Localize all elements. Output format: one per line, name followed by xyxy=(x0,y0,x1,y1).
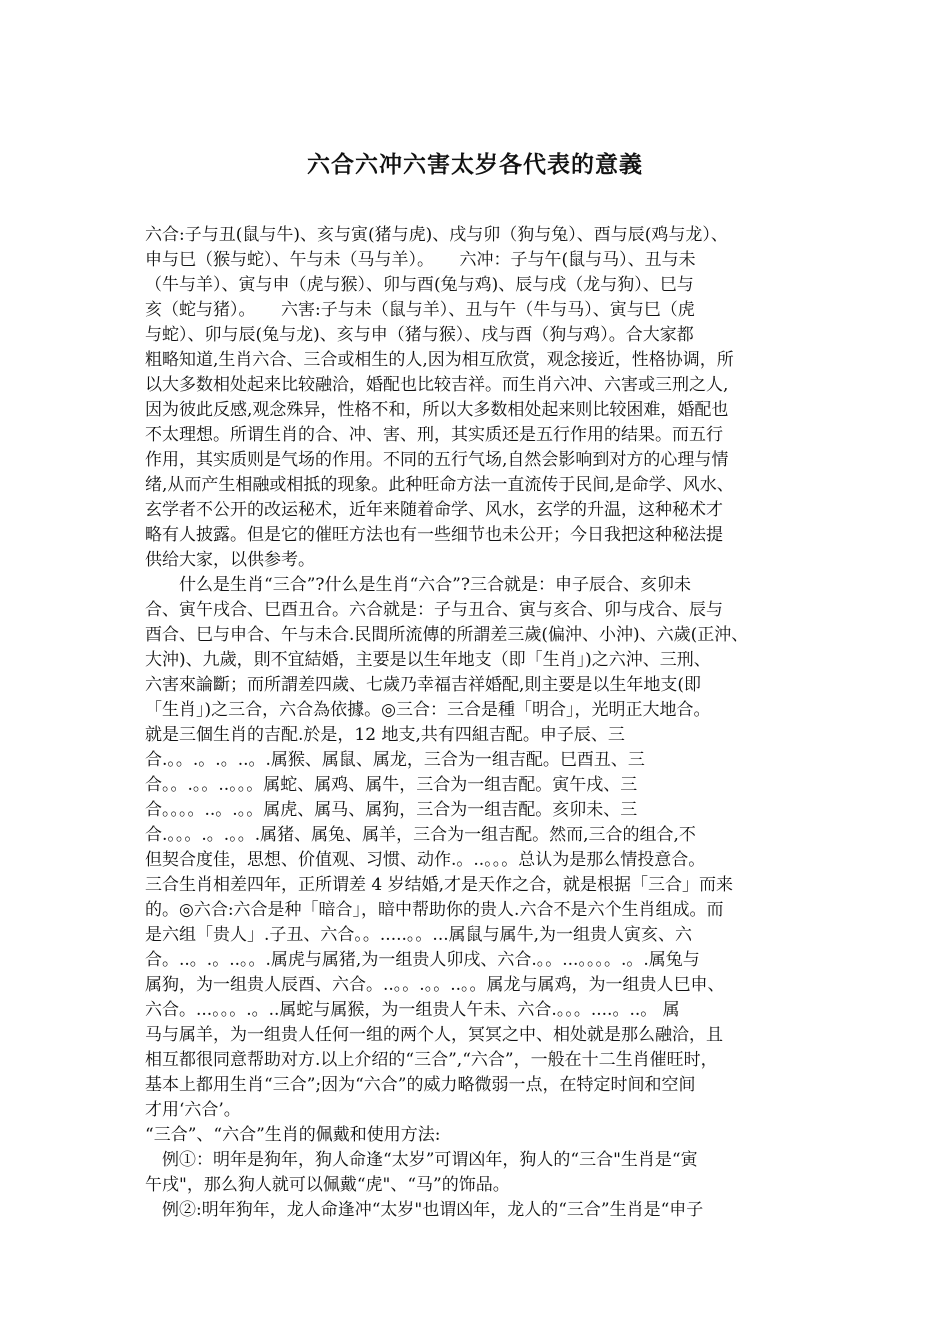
text-line: 的。◎六合:六合是种「暗合」，暗中帮助你的贵人.六合不是六个生肖组成。而 xyxy=(145,900,724,920)
text-line: 六害來論斷；而所謂差四歲、七歲乃幸福吉祥婚配,則主要是以生年地支(即 xyxy=(145,675,702,695)
document-body xyxy=(145,223,811,1223)
text-line: 三合生肖相差四年，正所谓差 4 岁结婚,才是天作之合，就是根据「三合」而来 xyxy=(145,875,734,895)
text-line: 例①：明年是狗年，狗人命逢“太岁”可谓凶年，狗人的“三合"生肖是“寅 xyxy=(145,1150,698,1170)
text-line: 才用‘六合’。 xyxy=(145,1100,241,1120)
text-line: 粗略知道,生肖六合、三合或相生的人,因为相互欣赏，观念接近，性格协调，所 xyxy=(145,350,734,370)
text-line: 基本上都用生肖“三合”;因为“六合”的威力略微弱一点，在特定时间和空间 xyxy=(145,1075,696,1095)
text-line: 亥（蛇与猪）。 六害:子与未（鼠与羊）、丑与午（牛与马）、寅与巳（虎 xyxy=(145,300,695,320)
text-line: 什么是生肖“三合”?什么是生肖“六合”?三合就是：申子辰合、亥卯未 xyxy=(145,575,691,595)
text-line: 是六组「贵人」.子丑、六合。。.....。。...属鼠与属牛,为一组贵人寅亥、六 xyxy=(145,925,693,945)
text-line: 不太理想。所谓生肖的合、冲、害、刑，其实质还是五行作用的结果。而五行 xyxy=(145,425,723,445)
text-line: 申与巳（猴与蛇）、午与未（马与羊）。 六冲：子与午(鼠与马）、丑与未 xyxy=(145,250,696,270)
text-line: 合.。。。.。.。。.属猪、属兔、属羊，三合为一组吉配。然而,三合的组合,不 xyxy=(145,825,696,845)
text-line: 合.。。.。.。..。.属猴、属鼠、属龙，三合为一组吉配。巳酉丑、三 xyxy=(145,750,645,770)
text-line: 以大多数相处起来比较融洽，婚配也比较吉祥。而生肖六冲、六害或三刑之人, xyxy=(145,375,729,395)
text-line: 合。。。。..。.。。属虎、属马、属狗，三合为一组吉配。亥卯未、三 xyxy=(145,800,638,820)
document-title: 六合六冲六害太岁各代表的意義 xyxy=(307,152,643,178)
text-line: 马与属羊，为一组贵人任何一组的两个人，冥冥之中、相处就是那么融洽，且 xyxy=(145,1025,723,1045)
text-line: 因为彼此反感,观念殊异，性格不和，所以大多数相处起来则比较困难，婚配也 xyxy=(145,400,729,420)
text-line: 作用，其实质则是气场的作用。不同的五行气场,自然会影响到对方的心理与情 xyxy=(145,450,729,470)
text-line: 午戌"，那么狗人就可以佩戴“虎"、“马”的饰品。 xyxy=(145,1175,510,1195)
text-line: 「生肖」)之三合，六合為依據。◎三合：三合是種「明合」，光明正大地合。 xyxy=(145,700,711,720)
text-line: （牛与羊）、寅与申（虎与猴）、卯与酉(兔与鸡)、辰与戌（龙与狗）、巳与 xyxy=(145,275,694,295)
text-line: “三合”、“六合”生肖的佩戴和使用方法: xyxy=(145,1125,441,1145)
text-line: 相互都很同意帮助对方.以上介绍的“三合”,“六合”，一般在十二生肖催旺时， xyxy=(145,1050,718,1070)
text-line: 大沖)、九歲，則不宜結婚，主要是以生年地支（即「生肖」)之六沖、三刑、 xyxy=(145,650,711,670)
text-line: 玄学者不公开的改运秘术，近年来随着命学、风水，玄学的升温，这种秘术才 xyxy=(145,500,723,520)
text-line: 合。。.。。..。。。属蛇、属鸡、属牛，三合为一组吉配。寅午戌、三 xyxy=(145,775,638,795)
text-line: 酉合、巳与申合、午与未合.民間所流傳的所謂差三歲(偏沖、小沖)、六歲(正沖、 xyxy=(145,625,749,645)
text-line: 但契合度佳，思想、价值观、习惯、动作.。..。。。总认为是那么情投意合。 xyxy=(145,850,706,870)
text-line: 就是三個生肖的吉配.於是，12 地支,共有四組吉配。申子辰、三 xyxy=(145,725,625,745)
text-line: 六合:子与丑(鼠与牛)、亥与寅(猪与虎)、戌与卯（狗与兔）、酉与辰(鸡与龙）、 xyxy=(145,225,728,245)
text-line: 与蛇）、卯与辰(兔与龙)、亥与申（猪与猴）、戌与酉（狗与鸡）。合大家都 xyxy=(145,325,694,345)
text-line: 合。..。.。..。。.属虎与属猪,为一组贵人卯戌、六合.。。...。。。。.。.属兔与 xyxy=(145,950,700,970)
text-line: 略有人披露。但是它的催旺方法也有一些细节也未公开；今日我把这种秘法提 xyxy=(145,525,723,545)
text-line: 供给大家，以供参考。 xyxy=(145,550,315,570)
text-line: 属狗，为一组贵人辰酉、六合。..。。.。。..。。属龙与属鸡，为一组贵人巳申、 xyxy=(145,975,725,995)
text-line: 例②:明年狗年，龙人命逢冲“太岁"也谓凶年，龙人的“三合”生肖是“申子 xyxy=(145,1200,704,1220)
text-line: 六合。...。。。.。..属蛇与属猴，为一组贵人午未、六合.。。。....。..。 属 xyxy=(145,1000,680,1020)
text-line: 绪,从而产生相融或相抵的现象。此种旺命方法一直流传于民间,是命学、风水、 xyxy=(145,475,734,495)
text-line: 合、寅午戌合、巳酉丑合。六合就是：子与丑合、寅与亥合、卯与戌合、辰与 xyxy=(145,600,723,620)
